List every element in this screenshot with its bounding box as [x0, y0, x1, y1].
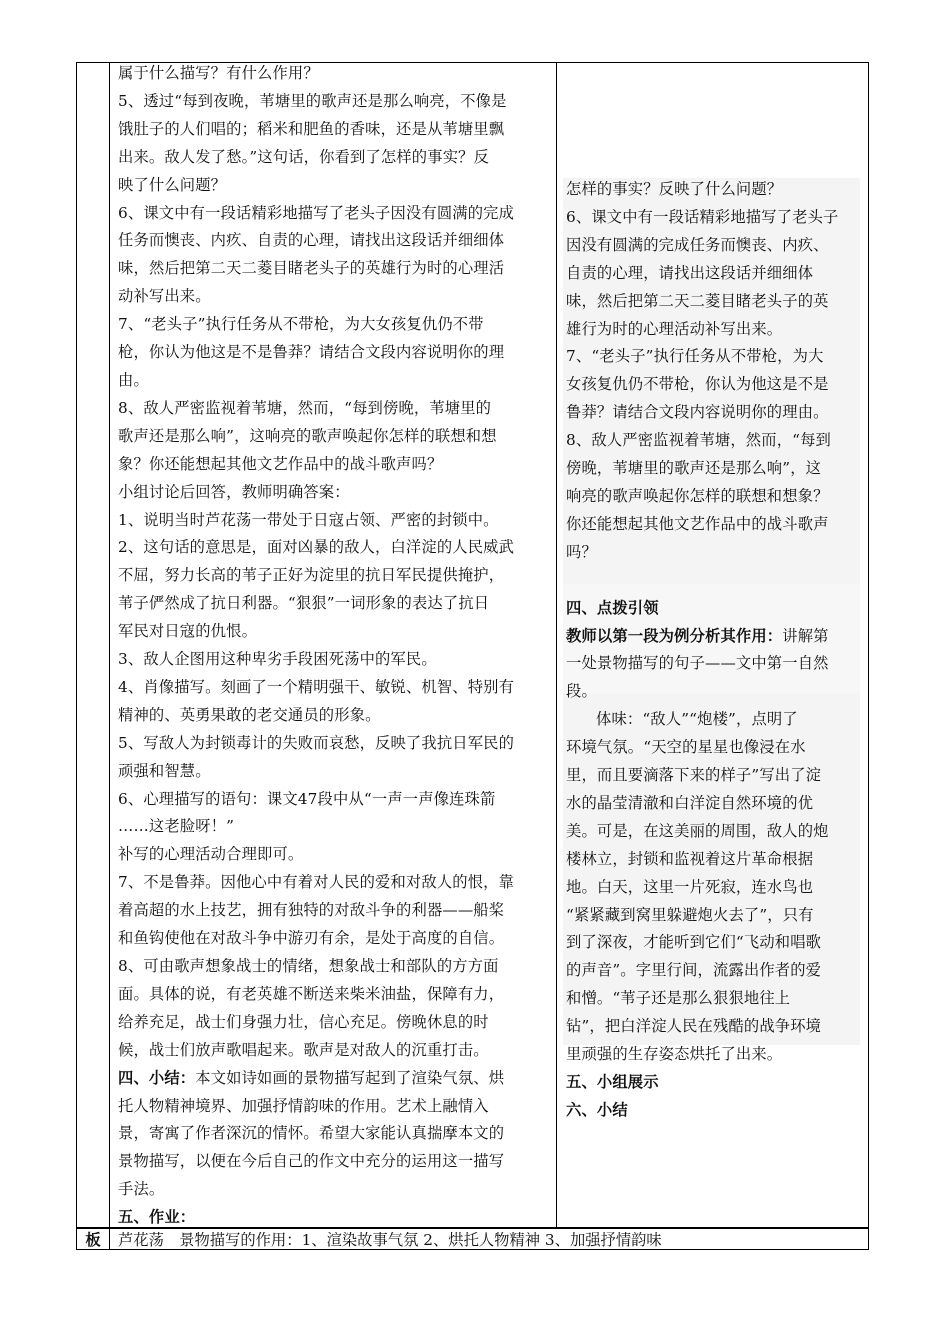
text-line: 属于什么描写？有什么作用？	[118, 64, 319, 82]
text-line: 候，战士们放声歌唱起来。歌声是对敌人的沉重打击。	[118, 1040, 489, 1059]
text-line: 小组讨论后回答，教师明确答案：	[118, 482, 350, 501]
text-line: 四、小结：本文如诗如画的景物描写起到了渲染气氛、烘	[118, 1068, 505, 1087]
text-line: 响亮的歌声唤起你怎样的联想和想象？	[566, 486, 829, 505]
text-line: 8、敌人严密监视着苇塘，然而，“每到傍晚，苇塘里的	[118, 398, 492, 417]
text-line: 5、写敌人为封锁毒计的失败而哀愁，反映了我抗日军民的	[118, 733, 515, 752]
text-line: 3、敌人企图用这种卑劣手段困死荡中的军民。	[118, 650, 437, 669]
text-line: 动补写出来。	[118, 287, 211, 306]
text-line: 味，然后把第二天二菱目睹老头子的英雄行为时的心理活	[118, 259, 505, 278]
table-border-right	[868, 62, 869, 1250]
text-line: 补写的心理活动合理即可。	[118, 845, 304, 864]
text-line: 6、课文中有一段话精彩地描写了老头子	[566, 207, 839, 226]
text-line: 苇子俨然成了抗日利器。“狠狠”一词形象的表达了抗日	[118, 594, 490, 613]
text-line: 水的晶莹清澈和白洋淀自然环境的优	[566, 793, 814, 812]
text-line: 象？你还能想起其他文艺作品中的战斗歌声吗？	[118, 454, 443, 473]
text-line: 地。白天，这里一片死寂，连水鸟也	[566, 877, 814, 896]
text-line: 味，然后把第二天二菱目睹老头子的英	[566, 291, 829, 310]
text-line: 五、小组展示	[566, 1073, 659, 1091]
text-line: 和憎。“苇子还是那么狠狠地往上	[566, 989, 791, 1008]
text-line: 环境气氛。“天空的星星也像浸在水	[566, 738, 806, 757]
text-line: 你还能想起其他文艺作品中的战斗歌声	[566, 514, 829, 533]
left-column-text	[118, 60, 550, 1232]
right-column-text	[566, 176, 860, 1125]
text-line: 歌声还是那么响”，这响亮的歌声唤起你怎样的联想和想	[118, 426, 497, 445]
text-line: 因没有圆满的完成任务而懊丧、内疚、	[566, 235, 829, 254]
text-line: 枪，你认为他这是不是鲁莽？请结合文段内容说明你的理	[118, 343, 505, 362]
text-line: 鲁莽？请结合文段内容说明你的理由。	[566, 403, 829, 422]
text-line: 出来。敌人发了愁。”这句话，你看到了怎样的事实？反	[118, 147, 490, 166]
text-line: 面。具体的说，有老英雄不断送来柴米油盐，保障有力，	[118, 984, 505, 1003]
text-line: 景物描写，以便在今后自己的作文中充分的运用这一描写	[118, 1152, 505, 1171]
text-line: 5、透过“每到夜晚，苇塘里的歌声还是那么响亮，不像是	[118, 91, 507, 110]
text-line: 7、“老头子”执行任务从不带枪，为大	[566, 347, 824, 366]
text-line	[566, 567, 860, 595]
text-line: 到了深夜，才能听到它们“飞动和唱歌	[566, 933, 822, 952]
table-divider-label	[109, 62, 110, 1250]
text-line: 任务而懊丧、内疚、自责的心理，请找出这段话并细细体	[118, 231, 505, 250]
text-line: 8、敌人严密监视着苇塘，然而，“每到	[566, 431, 832, 450]
text-line: 7、“老头子”执行任务从不带枪，为大女孩复仇仍不带	[118, 315, 484, 334]
text-line: 傍晚，苇塘里的歌声还是那么响”，这	[566, 459, 822, 478]
text-line: 段。	[566, 682, 597, 701]
text-line: 里顽强的生存姿态烘托了出来。	[566, 1045, 783, 1064]
text-line: 4、肖像描写。刻画了一个精明强干、敏锐、机智、特别有	[118, 677, 515, 696]
table-border-left	[76, 62, 77, 1250]
text-line: 6、课文中有一段话精彩地描写了老头子因没有圆满的完成	[118, 203, 515, 222]
text-line: 由。	[118, 370, 149, 389]
text-line: 的声音”。字里行间，流露出作者的爱	[566, 961, 822, 980]
text-line: 美。可是，在这美丽的周围，敌人的炮	[566, 821, 829, 840]
text-line: 楼林立，封锁和监视着这片革命根据	[566, 849, 814, 868]
text-line: 军民对日寇的仇恨。	[118, 622, 258, 641]
board-label: 板	[85, 1231, 101, 1249]
text-line: 一处景物描写的句子——文中第一自然	[566, 654, 829, 673]
text-line: 映了什么问题？	[118, 175, 227, 194]
table-divider-middle	[556, 62, 557, 1228]
text-line: 7、不是鲁莽。因他心中有着对人民的爱和对敌人的恨，靠	[118, 873, 515, 892]
text-line: 钻”，把白洋淀人民在残酷的战争环境	[566, 1017, 822, 1036]
text-line: 女孩复仇仍不带枪，你认为他这是不是	[566, 375, 829, 394]
text-line: 饿肚子的人们唱的；稻米和肥鱼的香味，还是从苇塘里飘	[118, 119, 505, 138]
text-line: 精神的、英勇果敢的老交通员的形象。	[118, 705, 381, 724]
text-line: 手法。	[118, 1180, 165, 1199]
text-line: 四、点拨引领	[566, 598, 659, 617]
text-line: 体味：“敌人”“炮楼”，点明了	[596, 710, 798, 729]
text-line: 景，寄寓了作者深沉的情怀。希望大家能认真揣摩本文的	[118, 1124, 505, 1143]
board-content: 芦花荡 景物描写的作用：1、渲染故事气氛 2、烘托人物精神 3、加强抒情韵味	[118, 1231, 662, 1249]
text-line: 2、这句话的意思是，面对凶暴的敌人，白洋淀的人民威武	[118, 538, 515, 557]
text-line: 六、小结	[566, 1100, 628, 1119]
text-line: 8、可由歌声想象战士的情绪，想象战士和部队的方方面	[118, 957, 499, 975]
text-line: 不屈，努力长高的苇子正好为淀里的抗日军民提供掩护，	[118, 566, 505, 585]
text-line: 给养充足，战士们身强力壮，信心充足。傍晚休息的时	[118, 1012, 489, 1031]
text-line: 吗？	[566, 542, 597, 561]
text-line: 和鱼钩使他在对敌斗争中游刃有余，是处于高度的自信。	[118, 929, 505, 948]
text-line: 怎样的事实？反映了什么问题？	[566, 180, 783, 198]
text-line: 五、作业：	[118, 1208, 196, 1227]
text-line: 自责的心理，请找出这段话并细细体	[566, 263, 814, 282]
text-line: 雄行为时的心理活动补写出来。	[566, 319, 783, 338]
text-line: 1、说明当时芦花荡一带处于日寇占领、严密的封锁中。	[118, 510, 499, 529]
text-line: 托人物精神境界、加强抒情韵味的作用。艺术上融情入	[118, 1096, 489, 1115]
text-line: 着高超的水上技艺，拥有独特的对敌斗争的利器——船桨	[118, 901, 505, 920]
text-line: “紧紧藏到窝里躲避炮火去了”，只有	[566, 905, 814, 924]
text-line: 顽强和智慧。	[118, 761, 211, 780]
text-line: ……这老脸呀！”	[118, 817, 235, 836]
text-line: 6、心理描写的语句：课文47段中从“一声一声像连珠箭	[118, 789, 496, 808]
text-line: 教师以第一段为例分析其作用：讲解第	[566, 626, 829, 645]
text-line: 里，而且要滴落下来的样子”写出了淀	[566, 766, 822, 785]
